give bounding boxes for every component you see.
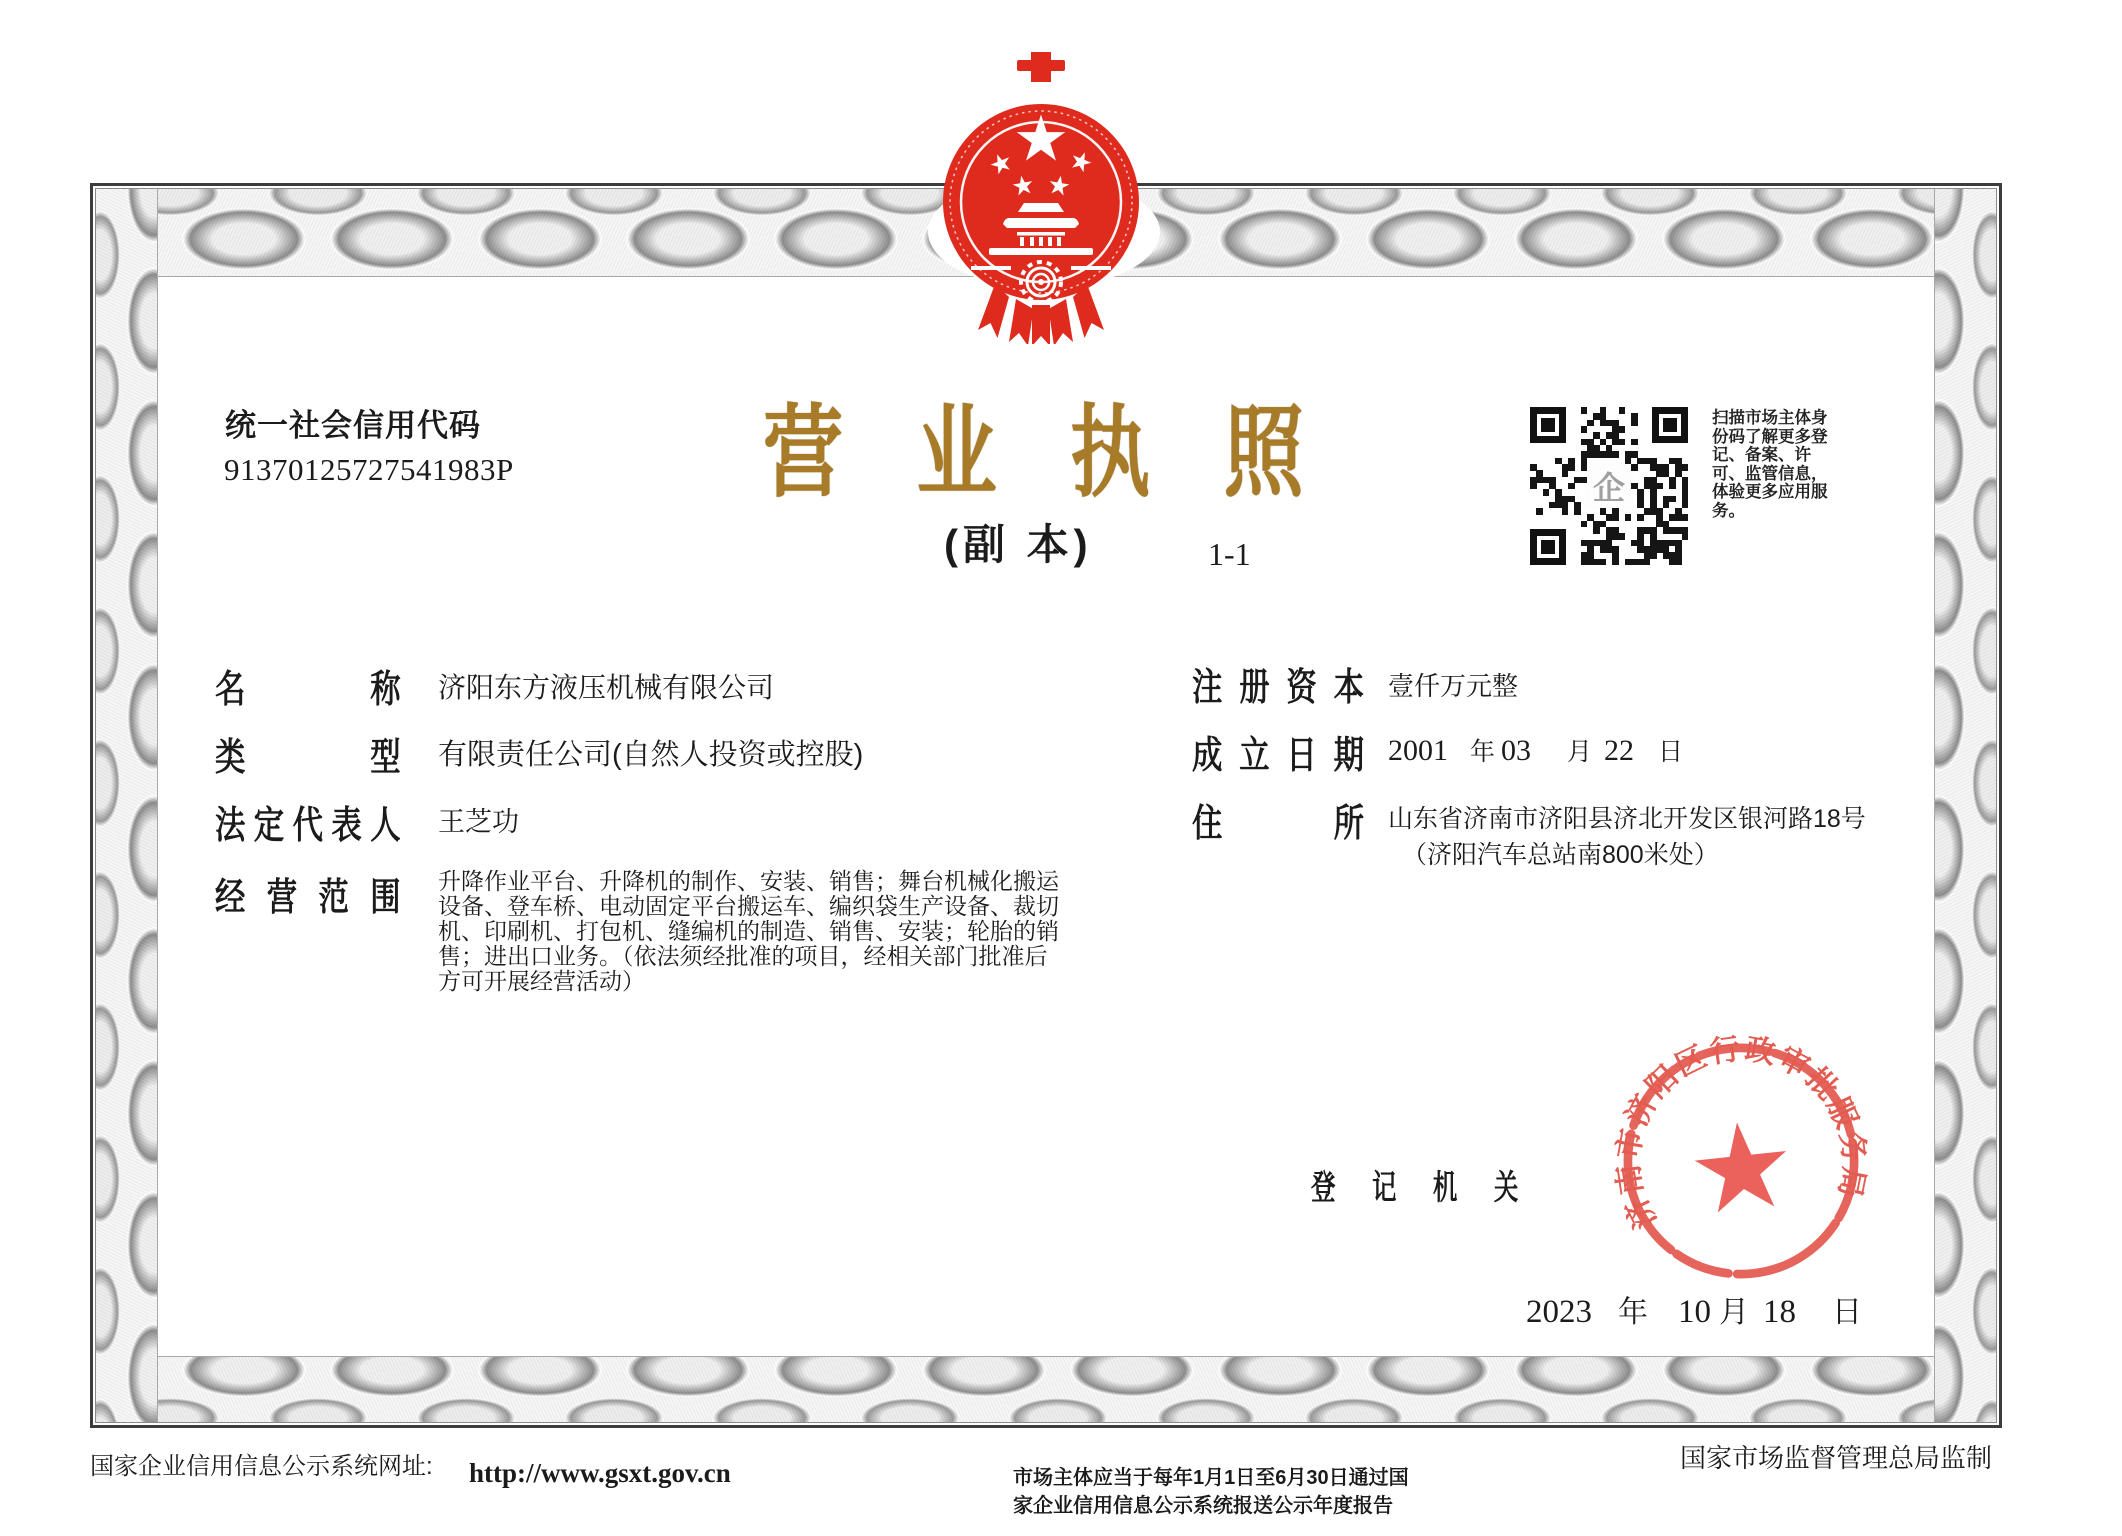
notice-line: 家企业信用信息公示系统报送公示年度报告 [1013, 1495, 1393, 1517]
issue-date [1526, 1287, 1862, 1331]
type-value: 有限责任公司(自然人投资或控股) [438, 739, 864, 771]
established-date-value [1388, 732, 1683, 768]
border-band-right [1934, 189, 1996, 1422]
established-date-label: 成立日期 [1192, 735, 1364, 777]
issue-year: 2023 [1526, 1294, 1592, 1330]
issue-month-unit: 月 [1719, 1296, 1749, 1329]
business-scope-label: 经营范围 [215, 877, 401, 919]
scope-line: 方可开展经营活动） [438, 968, 645, 994]
copy-type-label: (副 本) [944, 521, 1093, 568]
qr-center-glyph: 企 [1587, 464, 1631, 508]
established-month-unit: 月 [1567, 738, 1593, 766]
address-value-line2: （济阳汽车总站南800米处） [1402, 841, 1719, 869]
issue-month: 10 [1678, 1294, 1711, 1330]
scope-line: 售；进出口业务。（依法须经批准的项目，经相关部门批准后 [438, 943, 1048, 969]
issue-year-unit: 年 [1618, 1296, 1648, 1329]
page-number: 1-1 [1208, 536, 1251, 572]
issuer-authority-label: 国家市场监督管理总局监制 [1680, 1443, 1993, 1473]
seal-star-icon [1691, 1118, 1792, 1215]
border-band-bottom [96, 1356, 1996, 1422]
established-month: 03 [1501, 734, 1532, 767]
registration-authority-label: 登记机关 [1311, 1169, 1519, 1207]
qr-caption-line: 可、监管信息， [1712, 464, 1828, 483]
established-year: 2001 [1388, 734, 1448, 767]
public-system-site-url: http://www.gsxt.gov.cn [469, 1458, 731, 1488]
name-label: 名称 [215, 669, 401, 711]
scope-line: 设备、登车桥、电动固定平台搬运车、编织袋生产设备、裁切 [438, 893, 1059, 919]
annual-report-notice [1013, 1464, 1409, 1520]
official-seal [1596, 1016, 1886, 1306]
legal-representative-label: 法定代表人 [215, 805, 401, 847]
notice-line: 市场主体应当于每年1月1日至6月30日通过国 [1013, 1467, 1409, 1489]
qr-caption-line: 记、备案、许 [1712, 446, 1811, 465]
type-label: 类型 [215, 737, 401, 779]
registered-capital-label: 注册资本 [1192, 667, 1364, 709]
scope-line: 升降作业平台、升降机的制作、安装、销售；舞台机械化搬运 [438, 868, 1059, 894]
qr-caption-line: 扫描市场主体身 [1712, 409, 1828, 427]
qr-caption [1712, 409, 1927, 521]
qr-caption-line: 体验更多应用服 [1712, 483, 1828, 502]
license-title: 营业执照 [763, 397, 1378, 509]
qr-finder-topleft-icon [1530, 407, 1566, 443]
seal-text: 济南市济阳区行政审批服务局 [1611, 1032, 1871, 1234]
credit-code-value: 91370125727541983P [224, 452, 514, 487]
established-year-unit: 年 [1470, 738, 1496, 766]
scope-line: 机、印刷机、打包机、缝编机的制造、销售、安装；轮胎的销 [438, 918, 1059, 944]
qr-finder-bottomleft-icon [1530, 529, 1566, 565]
name-value: 济阳东方液压机械有限公司 [438, 672, 775, 703]
business-scope-value [438, 869, 1059, 994]
public-system-site-label: 国家企业信用信息公示系统网址: [90, 1453, 433, 1480]
border-band-left [96, 189, 158, 1422]
address-label: 住所 [1192, 803, 1364, 845]
credit-code-label: 统一社会信用代码 [225, 408, 481, 443]
established-day-unit: 日 [1658, 738, 1684, 766]
qr-caption-line: 务。 [1712, 501, 1745, 520]
legal-representative-value: 王芝功 [438, 807, 519, 837]
qr-caption-line: 份码了解更多登 [1712, 427, 1828, 446]
qr-finder-topright-icon [1652, 407, 1688, 443]
issue-day: 18 [1763, 1294, 1796, 1330]
national-emblem-icon [941, 52, 1141, 344]
qr-code [1530, 407, 1688, 565]
established-day: 22 [1604, 734, 1635, 767]
address-value-line1: 山东省济南市济阳县济北开发区银河路18号 [1388, 805, 1866, 833]
registered-capital-value: 壹仟万元整 [1388, 671, 1519, 701]
issue-day-unit: 日 [1832, 1296, 1862, 1329]
